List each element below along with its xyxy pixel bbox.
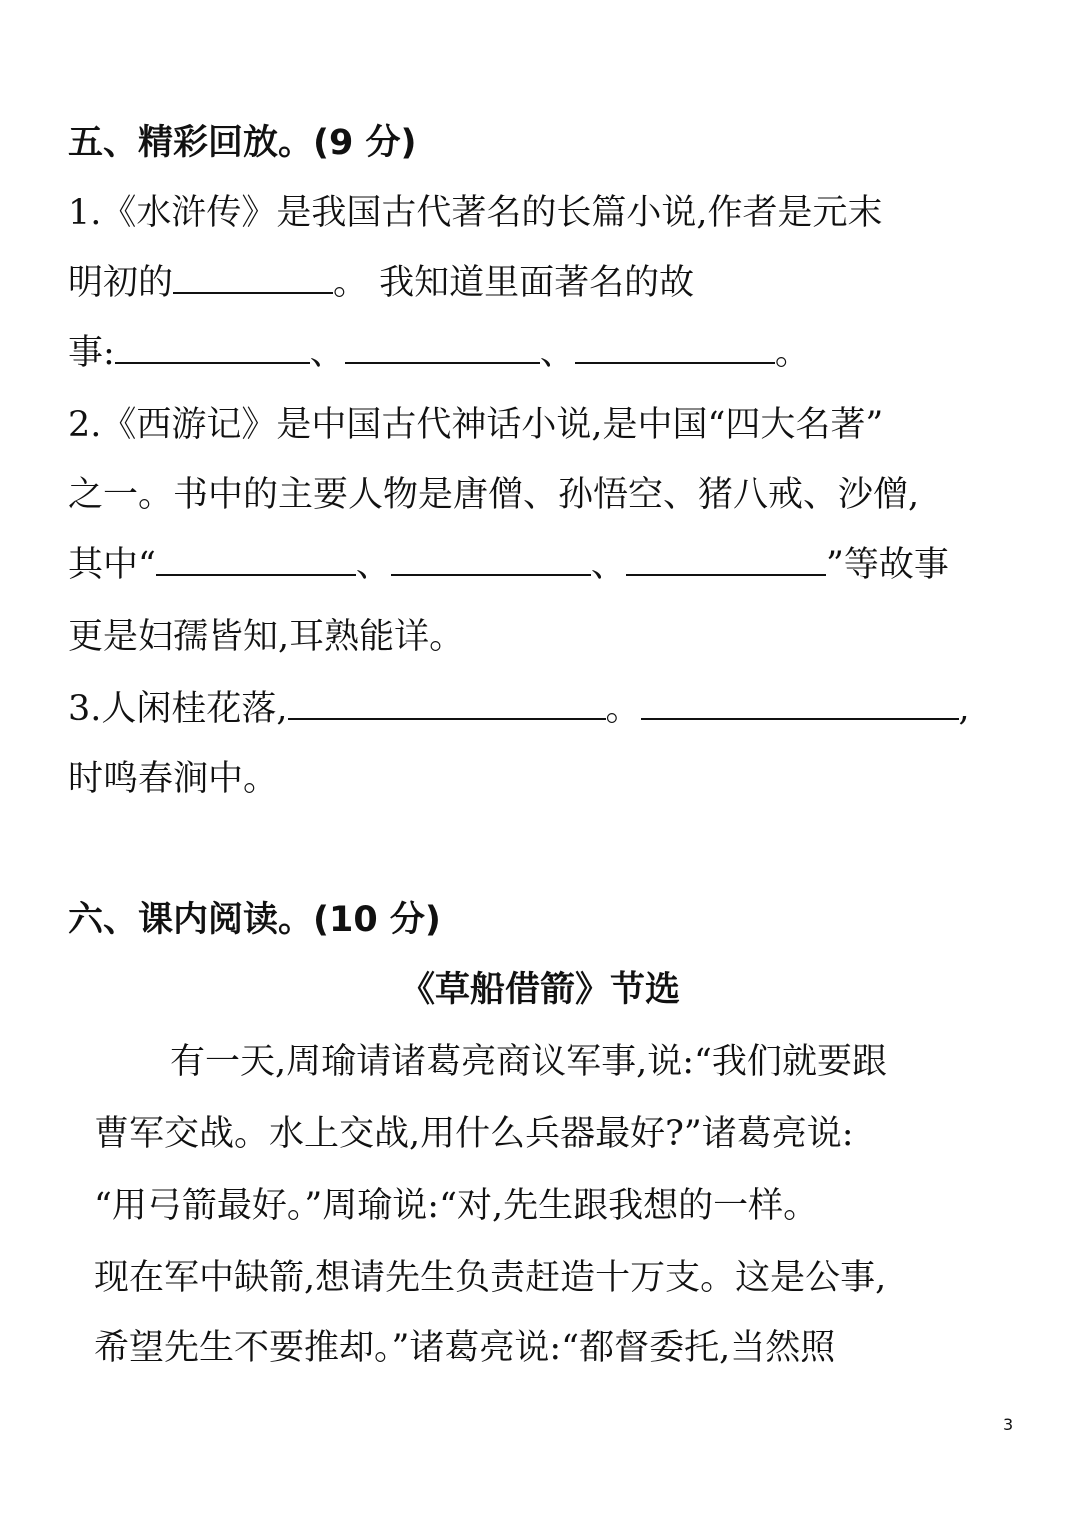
q3-line-1 bbox=[68, 684, 970, 734]
passage-line-1: 有一天,周瑜请诸葛亮商议军事,说:“我们就要跟 bbox=[170, 1042, 887, 1082]
q3-prefix: 3.人闲桂花落, bbox=[68, 689, 288, 729]
story-blank-2[interactable] bbox=[345, 332, 540, 364]
q1-line-2-prefix: 明初的 bbox=[68, 263, 174, 303]
separator: 、 bbox=[539, 333, 575, 373]
q2-line-1: 2.《西游记》是中国古代神话小说,是中国“四大名著” bbox=[68, 405, 884, 445]
separator: 、 bbox=[355, 545, 391, 585]
q1-line-3-end: 。 bbox=[774, 333, 810, 373]
q1-line-3-prefix: 事: bbox=[68, 333, 115, 373]
q3-mid: 。 bbox=[605, 689, 641, 729]
q2-line-3-prefix: 其中“ bbox=[68, 545, 156, 585]
passage-line-3: “用弓箭最好。”周瑜说:“对,先生跟我想的一样。 bbox=[94, 1186, 819, 1226]
section-5-heading: 五、精彩回放。(9 分) bbox=[68, 123, 417, 163]
poem-blank-2[interactable] bbox=[641, 688, 959, 720]
q2-line-4: 更是妇孺皆知,耳熟能详。 bbox=[68, 617, 465, 657]
page-number: 3 bbox=[1003, 1415, 1014, 1434]
author-blank[interactable] bbox=[173, 262, 333, 294]
story-blank-1[interactable] bbox=[115, 332, 310, 364]
q1-line-2-suffix: 。 我知道里面著名的故 bbox=[333, 263, 695, 303]
q1-line-2 bbox=[68, 258, 694, 308]
q2-line-3-suffix: ”等故事 bbox=[825, 545, 949, 585]
separator: 、 bbox=[590, 545, 626, 585]
poem-blank-1[interactable] bbox=[288, 688, 606, 720]
xiyouji-story-blank-1[interactable] bbox=[156, 544, 356, 576]
q2-line-3 bbox=[68, 540, 949, 590]
q3-post: , bbox=[958, 689, 970, 729]
xiyouji-story-blank-2[interactable] bbox=[391, 544, 591, 576]
q1-line-1: 1.《水浒传》是我国古代著名的长篇小说,作者是元末 bbox=[68, 193, 883, 233]
passage-line-4: 现在军中缺箭,想请先生负责赶造十万支。这是公事, bbox=[94, 1258, 887, 1298]
separator: 、 bbox=[309, 333, 345, 373]
q2-line-2: 之一。书中的主要人物是唐僧、孙悟空、猪八戒、沙僧, bbox=[68, 475, 920, 515]
q3-line-2: 时鸣春涧中。 bbox=[68, 759, 279, 799]
passage-line-5: 希望先生不要推却。”诸葛亮说:“都督委托,当然照 bbox=[94, 1328, 836, 1368]
passage-line-2: 曹军交战。水上交战,用什么兵器最好?”诸葛亮说: bbox=[94, 1114, 854, 1154]
story-blank-3[interactable] bbox=[575, 332, 775, 364]
section-6-heading: 六、课内阅读。(10 分) bbox=[68, 900, 441, 940]
q1-line-3 bbox=[68, 328, 810, 378]
passage-title: 《草船借箭》节选 bbox=[399, 970, 680, 1010]
xiyouji-story-blank-3[interactable] bbox=[626, 544, 826, 576]
